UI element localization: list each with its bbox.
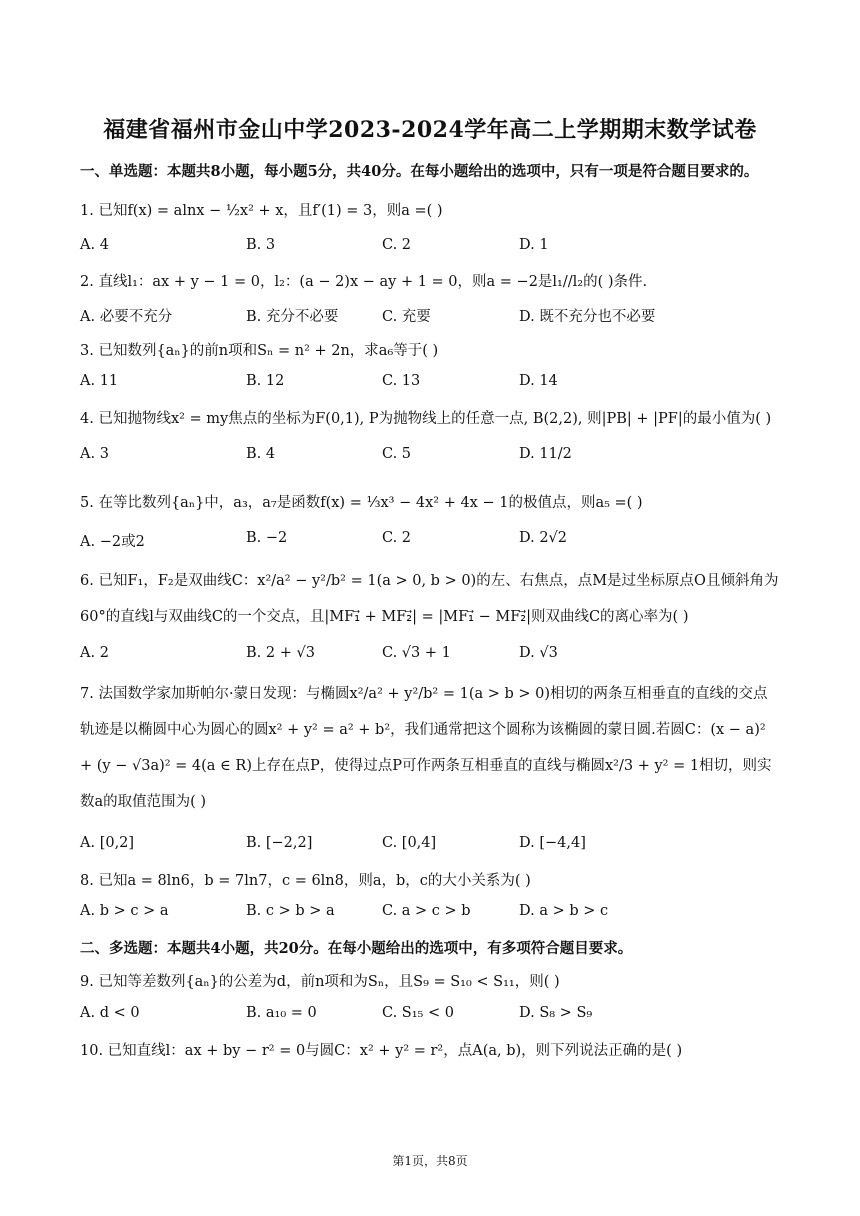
question-6-options (80, 645, 780, 669)
page-footer: 第1页，共8页 (392, 1154, 468, 1168)
option-b: B. 充分不必要 (246, 309, 339, 325)
option-a: A. 必要不充分 (80, 309, 173, 325)
question-10: 10. 已知直线l：ax + by − r² = 0与圆C：x² + y² = r²，点A(a, b)，则下列说法正确的是( ) (80, 1043, 683, 1059)
option-c: C. 5 (382, 446, 412, 462)
option-c: C. a > c > b (382, 903, 471, 919)
question-9: 9. 已知等差数列{aₙ}的公差为d，前n项和为Sₙ，且S₉ = S₁₀ < S₁₁，则( ) (80, 974, 560, 990)
option-c: C. 2 (382, 530, 412, 546)
option-d: D. 2√2 (519, 530, 568, 546)
option-d: D. S₈ > S₉ (519, 1005, 593, 1021)
question-4: 4. 已知抛物线x² = my焦点的坐标为F(0,1), P为抛物线上的任意一点, B(2,2), 则|PB| + |PF|的最小值为( ) (80, 411, 772, 427)
question-5: 5. 在等比数列{aₙ}中，a₃，a₇是函数f(x) = ⅓x³ − 4x² + 4x − 1的极值点，则a₅ =( ) (80, 495, 643, 511)
option-a: A. 4 (80, 237, 109, 253)
option-d: D. [−4,4] (519, 835, 586, 851)
question-7: 7. 法国数学家加斯帕尔·蒙日发现：与椭圆x²/a² + y²/b² = 1(a > b > 0)相切的两条互相垂直的直线的交点轨迹是以椭圆中心为圆心的圆x² + y² = a² + b²，我们通常把这个圆称为该椭圆的蒙日圆.若圆C：(x − a)² + (y − √3a)² = 4(a ∈ R)上存在点P，使得过点P可作两条互相垂直的直线与椭圆x²/3 + y² = 1相切，则实数a的取值范围为( ) (80, 686, 772, 810)
option-c: C. 充要 (382, 309, 431, 325)
option-d: D. a > b > c (519, 903, 609, 919)
question-7-options (80, 835, 780, 859)
question-8-options (80, 903, 780, 927)
question-2-options (80, 305, 780, 329)
option-b: B. −2 (246, 530, 288, 546)
question-5-options (80, 530, 780, 554)
option-a: A. 11 (80, 373, 119, 389)
option-c: C. 13 (382, 373, 421, 389)
option-b: B. 2 + √3 (246, 645, 315, 661)
section-heading-multi-choice: 二、多选题：本题共4小题，共20分。在每小题给出的选项中，有多项符合题目要求。 (80, 940, 633, 957)
question-1: 1. 已知f(x) = alnx − ½x² + x，且f′(1) = 3，则a =( ) (80, 203, 443, 219)
question-3-options (80, 373, 780, 397)
option-b: B. a₁₀ = 0 (246, 1005, 317, 1021)
question-3: 3. 已知数列{aₙ}的前n项和Sₙ = n² + 2n，求a₆等于( ) (80, 343, 439, 359)
option-c: C. S₁₅ < 0 (382, 1005, 454, 1021)
option-a: A. −2或2 (80, 534, 145, 550)
option-a: A. b > c > a (80, 903, 169, 919)
question-9-options (80, 1005, 780, 1029)
option-d: D. 14 (519, 373, 558, 389)
option-d: D. 1 (519, 237, 549, 253)
section-heading-single-choice: 一、单选题：本题共8小题，每小题5分，共40分。在每小题给出的选项中，只有一项是符合题目要求的。 (80, 163, 759, 180)
option-b: B. 4 (246, 446, 276, 462)
option-d: D. √3 (519, 645, 558, 661)
option-a: A. 2 (80, 645, 109, 661)
option-a: A. [0,2] (80, 835, 135, 851)
option-a: A. d < 0 (80, 1005, 140, 1021)
question-1-options (80, 237, 780, 261)
option-c: C. [0,4] (382, 835, 437, 851)
option-b: B. c > b > a (246, 903, 335, 919)
option-a: A. 3 (80, 446, 109, 462)
option-b: B. 12 (246, 373, 285, 389)
question-4-options (80, 446, 780, 470)
question-8: 8. 已知a = 8ln6，b = 7ln7，c = 6ln8，则a，b，c的大小关系为( ) (80, 873, 531, 889)
question-2: 2. 直线l₁：ax + y − 1 = 0，l₂：(a − 2)x − ay + 1 = 0，则a = −2是l₁//l₂的( )条件. (80, 274, 648, 290)
question-6: 6. 已知F₁，F₂是双曲线C：x²/a² − y²/b² = 1(a > 0, b > 0)的左、右焦点，点M是过坐标原点O且倾斜角为60°的直线l与双曲线C的一个交点，且|MF₁⃗ + MF₂⃗| = |MF₁⃗ − MF₂⃗|则双曲线C的离心率为( ) (80, 573, 779, 625)
page-title: 福建省福州市金山中学2023-2024学年高二上学期期末数学试卷 (103, 117, 757, 143)
option-d: D. 11/2 (519, 446, 572, 462)
option-c: C. 2 (382, 237, 412, 253)
option-b: B. 3 (246, 237, 276, 253)
option-b: B. [−2,2] (246, 835, 313, 851)
option-d: D. 既不充分也不必要 (519, 309, 656, 325)
option-c: C. √3 + 1 (382, 645, 451, 661)
